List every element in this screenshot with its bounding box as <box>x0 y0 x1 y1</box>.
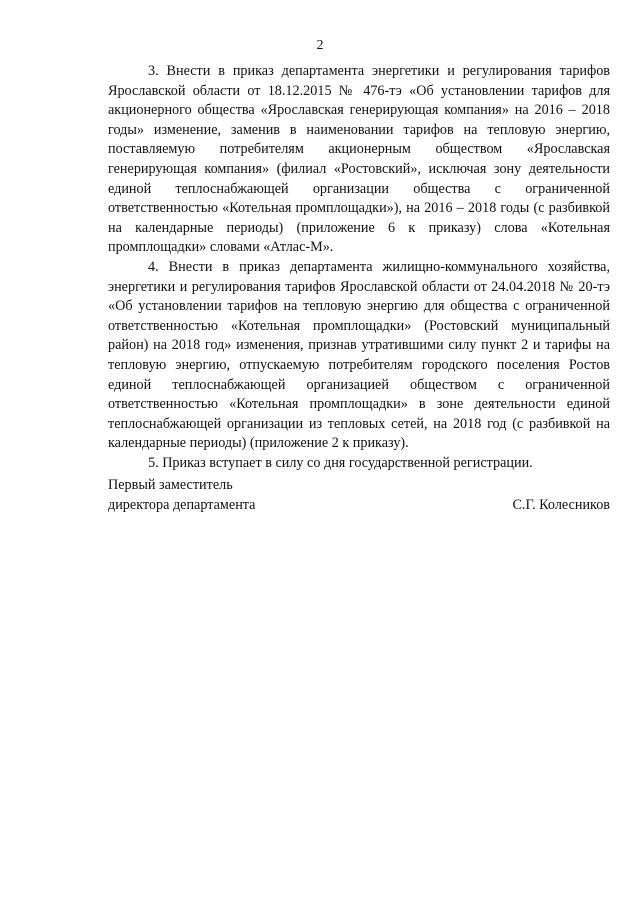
paragraph-item-3: 3. Внести в приказ департамента энергетики и регулирования тарифов Ярославской области от 18.12.2015 № 476-тэ «Об установлении тарифов для акционерного общества «Ярославская генерирующая компания» на 2016 – 2018 годы» изменение, заменив в наименовании тарифов на тепловую энергию, поставляемую потребителям акционерным обществом «Ярославская генерирующая компания» (филиал «Ростовский», исключая зону деятельности единой теплоснабжающей организации общества с ограниченной ответственностью «Котельная промплощадки»), на 2016 – 2018 годы (с разбивкой на календарные периоды) (приложение 6 к приказу) слова «Котельная промплощадки» словами «Атлас-М». <box>108 63 610 256</box>
paragraph-item-5: 5. Приказ вступает в силу со дня государственной регистрации. <box>148 454 533 471</box>
paragraph-item-4: 4. Внести в приказ департамента жилищно-коммунального хозяйства, энергетики и регулирования тарифов Ярославской области от 24.04.2018 № 20-тэ «Об установлении тарифов на тепловую энергию для общества с ограниченной ответственностью «Котельная промплощадки» (Ростовский муниципальный район) на 2018 год» изменения, признав утратившими силу пункт 2 и тарифы на тепловую энергию, отпускаемую потребителям городского поселения Ростов единой теплоснабжающей организацией обществом с ограниченной ответственностью «Котельная промплощадки» в зоне деятельности единой теплоснабжающей организации из тепловых сетей, на 2018 год (с разбивкой на календарные периоды) (приложение 2 к приказу). <box>108 258 610 452</box>
signature-block <box>108 476 610 515</box>
signatory-position-line1: Первый заместитель <box>108 477 233 493</box>
page-number: 2 <box>316 38 324 53</box>
signatory-name: С.Г. Колесников <box>512 496 610 513</box>
signatory-position-line2: директора департамента <box>108 496 256 513</box>
signature-line <box>108 496 610 516</box>
document-body <box>108 62 610 473</box>
